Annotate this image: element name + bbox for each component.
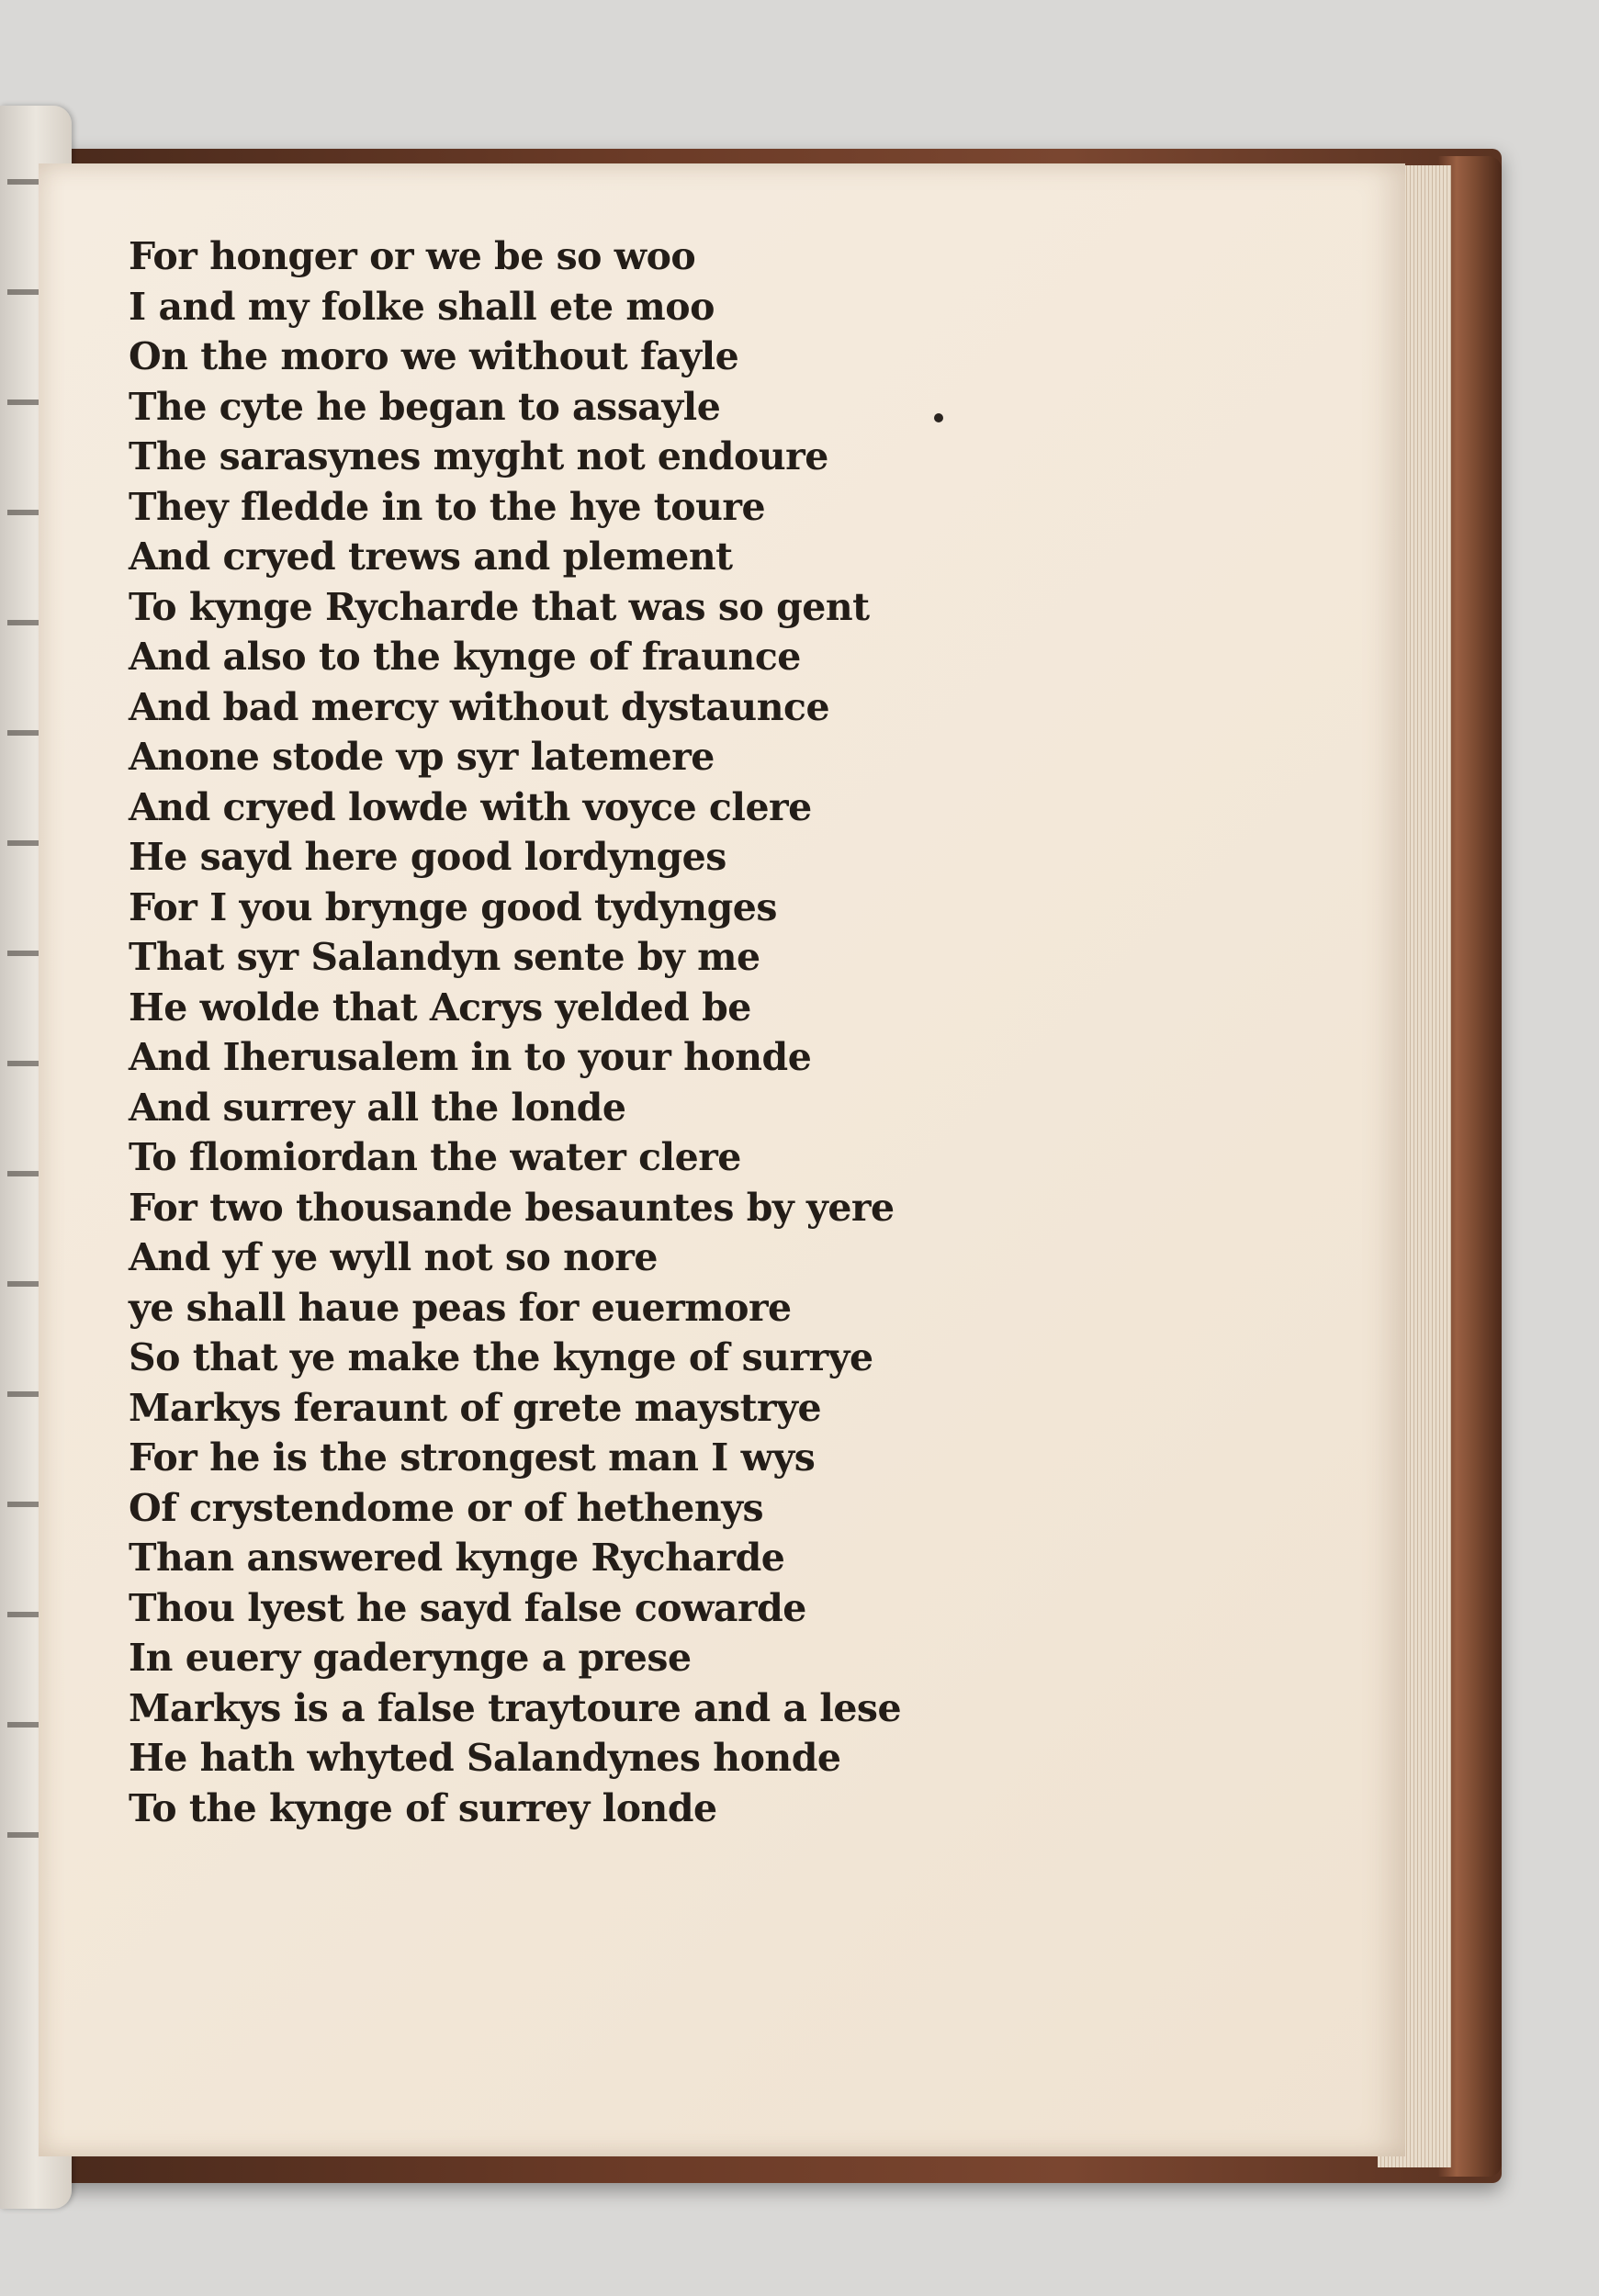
verse-line: For two thousande besauntes by yere <box>129 1185 895 1230</box>
verse-line: To the kynge of surrey londe <box>129 1785 717 1830</box>
verse-line: Markys is a false traytoure and a lese <box>129 1685 902 1730</box>
verse-line: And cryed lowde with voyce clere <box>129 784 812 829</box>
verse-line: On the moro we without fayle <box>129 334 739 378</box>
verse-line: For honger or we be so woo <box>129 234 696 278</box>
verse-line: I and my folke shall ete moo <box>129 284 715 329</box>
verse-line: The sarasynes myght not endoure <box>129 434 828 478</box>
verse-line: To kynge Rycharde that was so gent <box>129 584 870 629</box>
verse-line: Thou lyest he sayd false cowarde <box>129 1585 806 1630</box>
verse-line: Markys feraunt of grete maystrye <box>129 1385 822 1430</box>
verse-line: For I you brynge good tydynges <box>129 884 777 929</box>
verse-line: And Iherusalem in to your honde <box>129 1035 812 1079</box>
verse-line: For he is the strongest man I wys <box>129 1435 816 1480</box>
verse-text <box>129 231 937 1833</box>
verse-line: And cryed trews and plement <box>129 535 733 579</box>
verse-line: Anone stode vp syr latemere <box>129 735 715 779</box>
verse-line: Than answered kynge Rycharde <box>129 1536 785 1580</box>
verse-line: That syr Salandyn sente by me <box>129 935 760 979</box>
verse-line: And also to the kynge of fraunce <box>129 635 801 679</box>
verse-line: And bad mercy without dystaunce <box>129 684 830 729</box>
verse-line: They fledde in to the hye toure <box>129 484 766 529</box>
verse-line: He wolde that Acrys yelded be <box>129 985 751 1030</box>
verse-line: To flomiordan the water clere <box>129 1135 741 1179</box>
verse-line: And surrey all the londe <box>129 1085 626 1130</box>
verse-line: So that ye make the kynge of surrye <box>129 1335 873 1379</box>
verse-line: In euery gaderynge a prese <box>129 1636 692 1680</box>
verse-line: ye shall haue peas for euermore <box>129 1285 792 1330</box>
verse-line: And yf ye wyll not so nore <box>129 1235 658 1279</box>
verse-line: He sayd here good lordynges <box>129 835 726 879</box>
verse-line: He hath whyted Salandynes honde <box>129 1736 841 1780</box>
verse-line: Of crystendome or of hethenys <box>129 1485 764 1530</box>
verse-line: The cyte he began to assayle <box>129 384 721 429</box>
